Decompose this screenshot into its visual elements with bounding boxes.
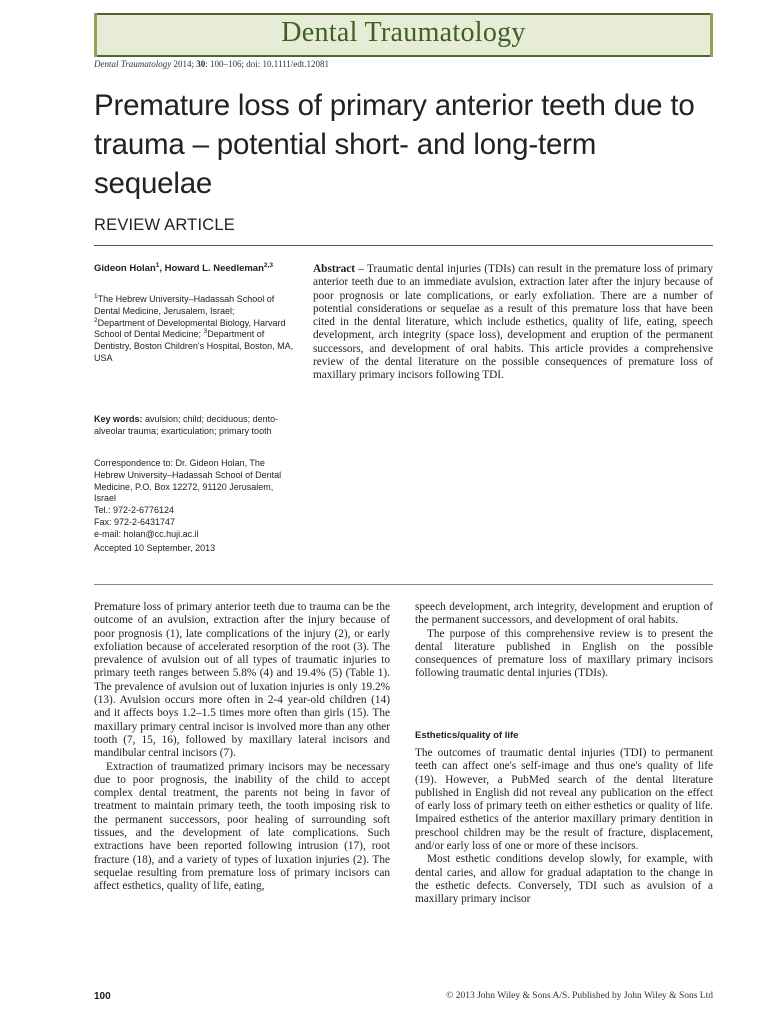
aff-2-sup: 2 — [94, 316, 98, 324]
citation-year: 2014; — [171, 59, 197, 69]
abstract-text: – Traumatic dental injuries (TDIs) can result in the premature loss of primary anterior teeth due to an immediate avulsion, extraction later after the injury because of poor prognosis or late complications, or early exfoliation. There are a number of potential considerations or sequelae as a result of this premature loss that have been cited in the dental literature, which include esthetics, quality of life, eating, speech development, arch integrity (space loss), development and eruption of the permanent successors, and development of oral habits. This article provides a comprehensive review of the dental literature on the possible consequences of premature loss of maxillary primary incisors following TDI. — [313, 263, 713, 382]
correspondence-tel: Tel.: 972-2-6776124 — [94, 505, 175, 516]
journal-banner — [94, 13, 713, 57]
keywords-label: Key words: — [94, 414, 143, 424]
copyright-notice: © 2013 John Wiley & Sons A/S. Published by John Wiley & Sons Ltd — [446, 991, 713, 1001]
citation-journal: Dental Traumatology — [94, 59, 172, 69]
citation-volume: 30 — [196, 59, 206, 69]
author-2-name: , Howard L. Needleman — [159, 263, 264, 274]
aff-3-sup: 3 — [203, 328, 208, 336]
body-paragraph: Most esthetic conditions develop slowly, for example, with dental caries, and allow for gradual adaptation to the change in the esthetic defects. Conversely, TDI such as avulsion of a maxillary primary incisor — [415, 853, 713, 906]
article-title: Premature loss of primary anterior teeth due to trauma – potential short- and long-term sequelae — [94, 89, 695, 200]
affiliation-2: Department of Developmental Biology, Harvard School of Dental Medicine; — [94, 317, 286, 340]
article-type: REVIEW ARTICLE — [94, 216, 235, 234]
correspondence-email[interactable]: e-mail: holan@cc.huji.ac.il — [94, 528, 199, 539]
banner-bottom-rule — [97, 55, 710, 57]
affiliations — [94, 294, 294, 365]
body-paragraph: speech development, arch integrity, development and eruption of the permanent successors, and development of oral habits. — [415, 601, 713, 627]
body-paragraph: Premature loss of primary anterior teeth due to trauma can be the outcome of an avulsion, extraction after the injury because of poor prognosis (1), late complications of the injury (2), or early exfoliation because of accelerated resorption of the root (3). The prevalence of avulsion out of all types of traumatic injuries to primary teeth ranges between 5.8% (4) and 19.4% (5) (Table 1). The prevalence of avulsion out of luxation injuries is only 19.2% (13). Avulsion occurs more often in 2-4 year-old children (14) and it affects boys 1.2–1.5 times more often than girls (15). The maxillary primary central incisor is involved more than any other tooth (7, 15, 16), followed by maxillary lateral incisors and mandibular central incisors (7). — [94, 601, 390, 760]
citation-line — [94, 59, 329, 69]
abstract-label: Abstract — [313, 263, 356, 275]
body-paragraph: Extraction of traumatized primary incisors may be necessary due to poor prognosis, the inability of the child to accept complex dental treatment, the parents not being in favor of treatment to maintain primary teeth, the tooth imposing risk to the permanent successors, poor healing of surrounding soft tissues, and the development of late complications. Such extractions have been reported following intrusion (17), root fracture (18), and a variety of types of luxation injuries (2). The sequelae resulting from premature loss of primary incisors can affect esthetics, quality of life, eating, — [94, 760, 390, 893]
keywords-text: avulsion; child; deciduous; dento-alveolar trauma; exarticulation; primary tooth — [94, 414, 279, 436]
aff-1-sup: 1 — [94, 293, 98, 300]
body-paragraph: The purpose of this comprehensive review is to present the dental literature published in English on the possible consequences of premature loss of maxillary primary incisors following traumatic dental injuries (TDIs). — [415, 627, 713, 680]
body-column-left — [94, 601, 390, 894]
banner-top-rule — [97, 13, 710, 15]
affiliation-1: The Hebrew University–Hadassah School of Dental Medicine, Jerusalem, Israel; — [94, 294, 275, 316]
correspondence-fax: Fax: 972-2-6431747 — [94, 516, 176, 527]
citation-pages-doi: : 100–106; doi: 10.1111/edt.12081 — [205, 59, 330, 69]
author-list — [94, 263, 294, 275]
correspondence — [94, 458, 294, 541]
journal-title: Dental Traumatology — [281, 17, 526, 48]
correspondence-address: Correspondence to: Dr. Gideon Holan, The Hebrew University–Hadassah School of Dental Medicine, P.O. Box 12272, 91120 Jerusalem, Israel — [94, 458, 282, 504]
section-heading: Esthetics/quality of life — [415, 730, 519, 741]
abstract — [313, 263, 713, 383]
page-number: 100 — [94, 991, 111, 1002]
affiliation-3: Department of Dentistry, Boston Children's Hospital, Boston, MA, USA — [94, 329, 294, 363]
author-1-name: Gideon Holan — [94, 263, 156, 274]
title-divider — [94, 245, 713, 246]
keywords — [94, 414, 294, 438]
body-column-right-lower — [415, 747, 713, 907]
section-divider — [94, 584, 713, 585]
accepted-date: Accepted 10 September, 2013 — [94, 543, 216, 553]
author-2-sup: 2,3 — [263, 261, 273, 269]
body-column-right — [415, 601, 713, 681]
author-1-sup: 1 — [155, 261, 160, 269]
body-paragraph: The outcomes of traumatic dental injuries (TDI) to permanent teeth can affect one's self-image and thus one's quality of life (19). However, a PubMed search of the dental literature published in English did not reveal any publication on the effect of early loss of primary teeth on either esthetics or quality of life. Impaired esthetics of the anterior maxillary primary dentition in preschool children may be the result of fracture, displacement, and/or early loss of one or more of these incisors. — [415, 747, 713, 853]
